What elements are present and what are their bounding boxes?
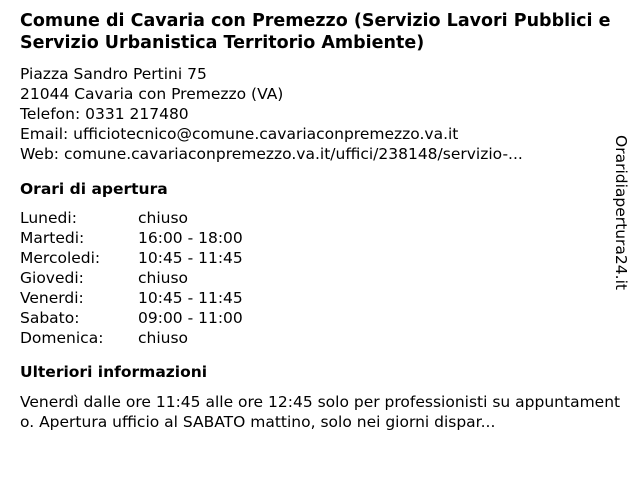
hours-row xyxy=(20,228,620,248)
day-label: Giovedi: xyxy=(20,269,84,287)
day-label: Mercoledi: xyxy=(20,249,101,267)
page-title: Comune di Cavaria con Premezzo (Servizio Lavori Pubblici e Servizio Urbanistica Territorio Ambiente) xyxy=(20,11,611,53)
day-label: Sabato: xyxy=(20,309,80,327)
day-hours: 10:45 - 11:45 xyxy=(138,249,243,267)
listing xyxy=(20,10,620,432)
hours-row xyxy=(20,308,620,328)
day-label: Venerdi: xyxy=(20,289,84,307)
phone-number: Telefon: 0331 217480 xyxy=(20,105,189,123)
site-watermark: Oraridiapertura24.it xyxy=(612,135,630,290)
more-info-heading: Ulteriori informazioni xyxy=(20,363,208,381)
day-label: Lunedi: xyxy=(20,209,77,227)
hours-row xyxy=(20,328,620,348)
hours-table xyxy=(20,208,620,348)
hours-heading: Orari di apertura xyxy=(20,180,168,198)
address-block xyxy=(20,64,620,164)
hours-row xyxy=(20,268,620,288)
website-link: Web: comune.cavariaconpremezzo.va.it/uffici/238148/servizio-... xyxy=(20,145,523,163)
email-address: Email: ufficiotecnico@comune.cavariaconpremezzo.va.it xyxy=(20,125,459,143)
day-hours: chiuso xyxy=(138,269,189,287)
hours-row xyxy=(20,208,620,228)
day-hours: 09:00 - 11:00 xyxy=(138,309,243,327)
hours-row xyxy=(20,288,620,308)
day-hours: chiuso xyxy=(138,329,189,347)
city-address: 21044 Cavaria con Premezzo (VA) xyxy=(20,85,284,103)
day-label: Domenica: xyxy=(20,329,104,347)
day-hours: 10:45 - 11:45 xyxy=(138,289,243,307)
day-label: Martedi: xyxy=(20,229,85,247)
day-hours: chiuso xyxy=(138,209,189,227)
more-info-text: Venerdì dalle ore 11:45 alle ore 12:45 solo per professionisti su appuntamento. Apertura ufficio al SABATO mattino, solo nei giorni dispar... xyxy=(20,393,621,431)
street-address: Piazza Sandro Pertini 75 xyxy=(20,65,207,83)
hours-row xyxy=(20,248,620,268)
day-hours: 16:00 - 18:00 xyxy=(138,229,243,247)
